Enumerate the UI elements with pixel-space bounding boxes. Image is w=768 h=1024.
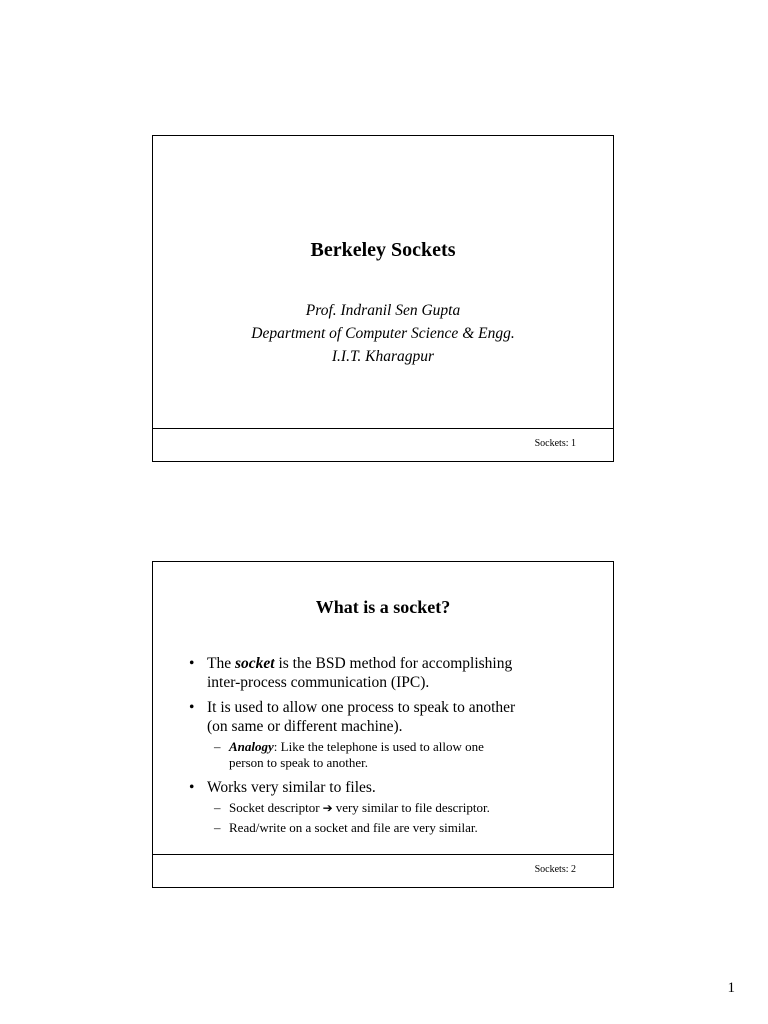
sub-bullet-text: very similar to file descriptor. (335, 800, 490, 815)
slide-1-author-block (153, 299, 613, 368)
slide-2-title: What is a socket? (315, 597, 451, 617)
sub-bullet-descriptor (179, 800, 603, 816)
slide-1-footer-label: Sockets: 1 (534, 438, 576, 449)
bullet-text: It is used to allow one process to speak to another (207, 699, 516, 716)
sub-bullet-text: Read/write on a socket and file are very similar. (229, 820, 478, 835)
slide-2-footer (153, 854, 613, 887)
sub-bullet-text: person to speak to another. (229, 755, 368, 770)
sub-bullet-analogy (179, 739, 603, 771)
bullet-emphasis: socket (234, 655, 275, 672)
dash-icon: – (214, 820, 221, 835)
dash-icon: – (214, 800, 221, 815)
author-department: Department of Computer Science & Engg. (251, 325, 515, 342)
bullet-text: Works very similar to files. (207, 779, 376, 796)
bullet-process-communication (179, 698, 603, 736)
bullet-text: is the BSD method for accomplishing (274, 655, 513, 672)
sub-bullet-text: : Like the telephone is used to allow one (273, 739, 484, 754)
slide-2 (152, 561, 614, 888)
slide-2-body (179, 654, 603, 840)
bullet-icon: • (189, 699, 195, 716)
bullet-text: The (207, 655, 235, 672)
sub-bullet-text: Socket descriptor (229, 800, 320, 815)
bullet-text: inter-process communication (IPC). (207, 674, 430, 691)
slide-2-footer-label: Sockets: 2 (534, 864, 576, 875)
author-institute: I.I.T. Kharagpur (331, 348, 435, 365)
page-number: 1 (727, 980, 735, 996)
bullet-files (179, 778, 603, 797)
right-arrow-icon: ➔ (322, 801, 333, 815)
author-name: Prof. Indranil Sen Gupta (305, 302, 461, 319)
slide-1 (152, 135, 614, 462)
bullet-text: (on same or different machine). (207, 718, 403, 735)
bullet-icon: • (189, 655, 195, 672)
slide-1-footer (153, 428, 613, 461)
bullet-socket-definition (179, 654, 603, 692)
sub-bullet-emphasis: Analogy (229, 739, 274, 754)
sub-bullet-readwrite (179, 820, 603, 836)
dash-icon: – (214, 739, 221, 754)
slide-1-title: Berkeley Sockets (310, 239, 456, 261)
bullet-icon: • (189, 779, 195, 796)
